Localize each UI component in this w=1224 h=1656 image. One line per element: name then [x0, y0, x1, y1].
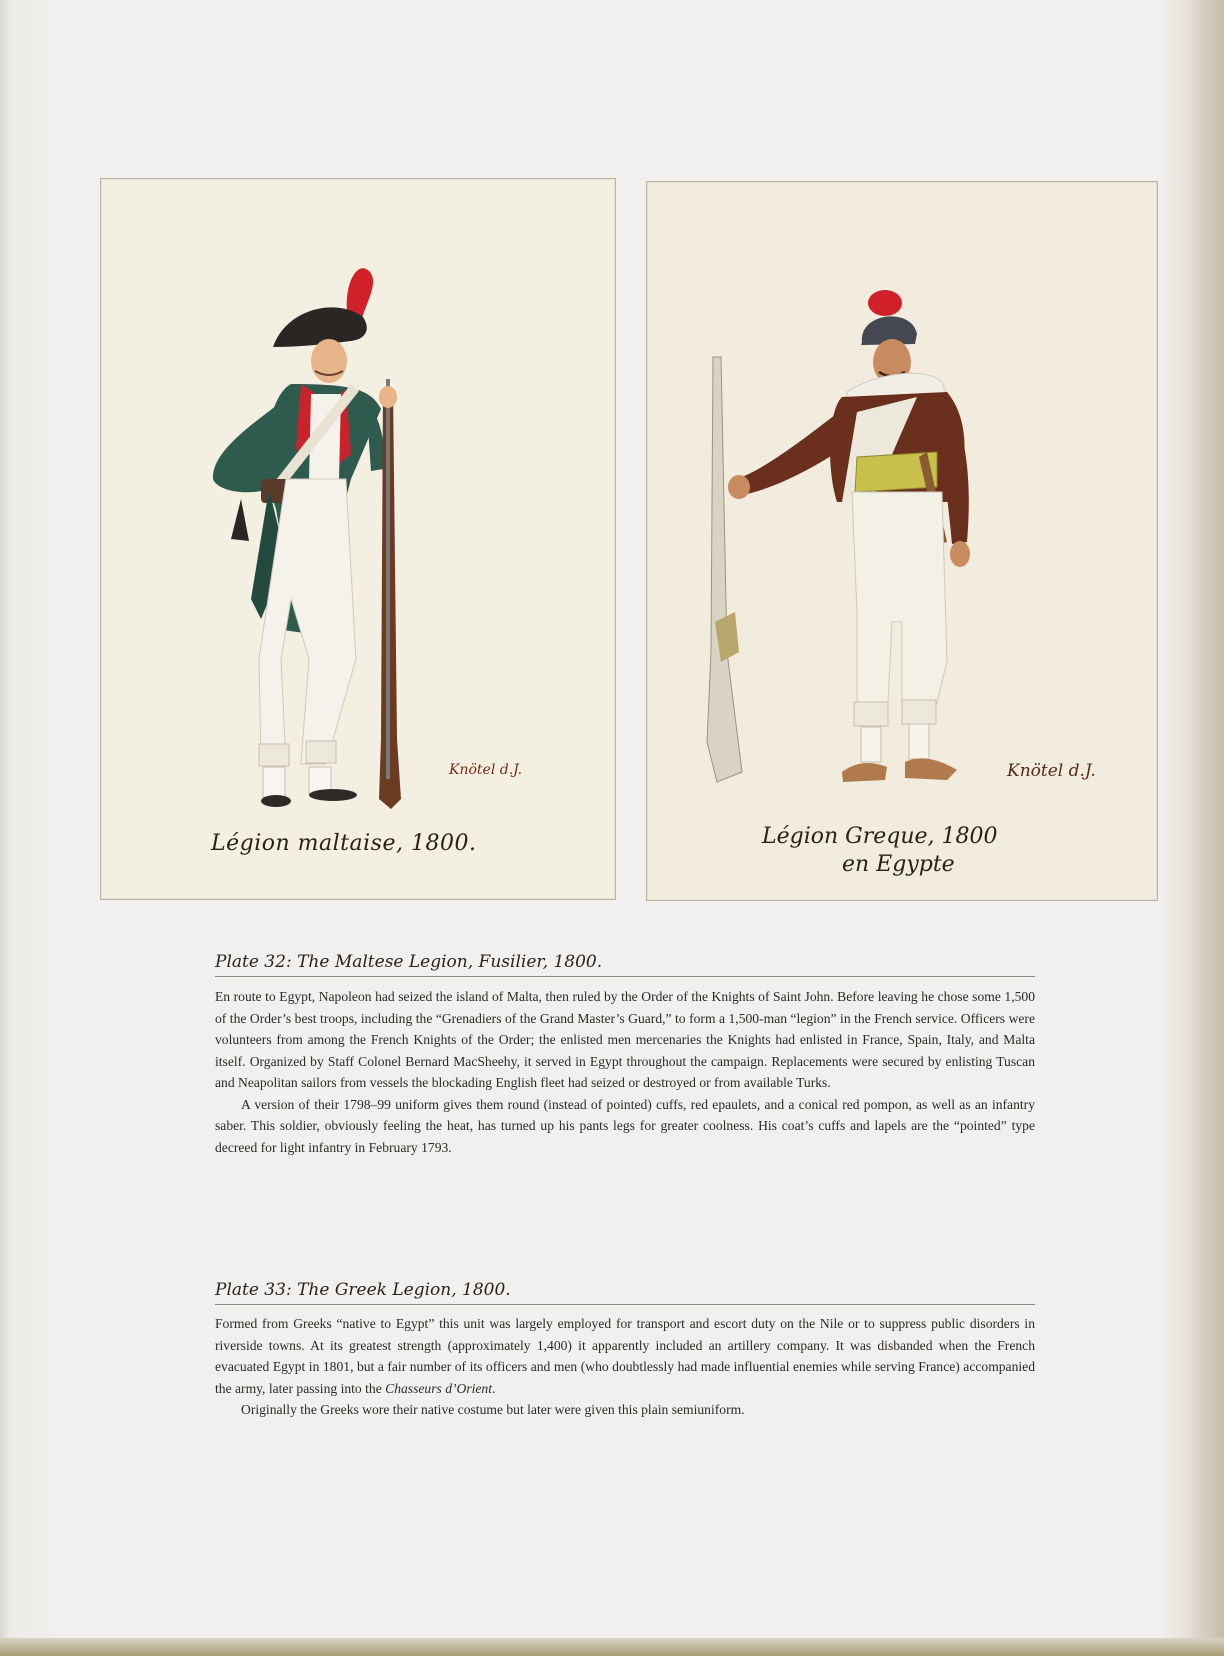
- plate-caption: Légion maltaise, 1800.: [211, 831, 477, 856]
- bicorne-hat: [273, 307, 367, 347]
- plate-32-text: [215, 986, 1035, 1158]
- plate-32-number: Plate 32:: [215, 952, 298, 972]
- plate-33-paragraph-2: Originally the Greeks wore their native costume but later were given this plain semiuniform.: [241, 1402, 745, 1417]
- plate-33-title: The Greek Legion, 1800.: [297, 1280, 511, 1300]
- plate-33-number: Plate 33:: [215, 1280, 298, 1300]
- helmet-plume: [868, 290, 902, 316]
- plate-32-paragraph-1: En route to Egypt, Napoleon had seized the island of Malta, then ruled by the Order of the Knights of Saint John. Before leaving he chose some 1,500 of the Order’s best troops, including the “Grenadiers of the Grand Master’s Guard,” to form a 1,500-man “legion” in the French service. Officers were volunteers from among the French Knights of the Order; the enlisted men mercenaries the Knights had enlisted in France, Spain, Italy, and Malta itself. Organized by Staff Colonel Bernard MacSheehy, it served in Egypt throughout the campaign. Replacements were secured by enlisting Tuscan and Neapolitan sailors from vessels the blockading English fleet had seized or destroyed or from available Turks.: [215, 989, 1035, 1090]
- plate-32-paragraph-2: A version of their 1798–99 uniform gives them round (instead of pointed) cuffs, red epaulets, and a conical red pompon, as well as an infantry saber. This soldier, obviously feeling the heat, has turned up his pants legs for greater coolness. His coat’s cuffs and lapels are the “pointed” type decreed for light infantry in February 1793.: [215, 1096, 1035, 1155]
- plate-greek-legion: [646, 181, 1158, 901]
- page-bottom-edge: [0, 1638, 1224, 1656]
- plate-33-paragraph-1: Formed from Greeks “native to Egypt” this unit was largely employed for transport and escort duty on the Nile or to suppress public disorders in riverside towns. At its greatest strength (approximately 1,400) it apparently included an artillery company. It was disbanded when the French evacuated Egypt in 1801, but a fair number of its officers and men (who doubtlessly had made influential enemies while serving France) accompanied the army, later passing into the Chasseurs d’Orient.: [215, 1316, 1035, 1396]
- maltese-fusilier-illustration: [101, 179, 615, 899]
- plate-33-text: [215, 1313, 1035, 1421]
- artist-signature: Knötel d.J.: [449, 762, 523, 778]
- plate-caption-line1: Légion Greque, 1800: [762, 824, 998, 849]
- musket: [707, 357, 742, 782]
- plate-33-heading: [215, 1280, 1035, 1305]
- plate-caption-line2: en Egypte: [842, 852, 955, 877]
- plate-maltese-legion: [100, 178, 616, 900]
- greek-legionnaire-illustration: [647, 182, 1157, 900]
- artist-signature: Knötel d.J.: [1007, 761, 1096, 781]
- white-trousers: [852, 492, 947, 722]
- plate-32-heading: [215, 952, 1035, 977]
- plate-32-title: The Maltese Legion, Fusilier, 1800.: [297, 952, 603, 972]
- unit-name-italic: Chasseurs d’Orient: [385, 1380, 493, 1396]
